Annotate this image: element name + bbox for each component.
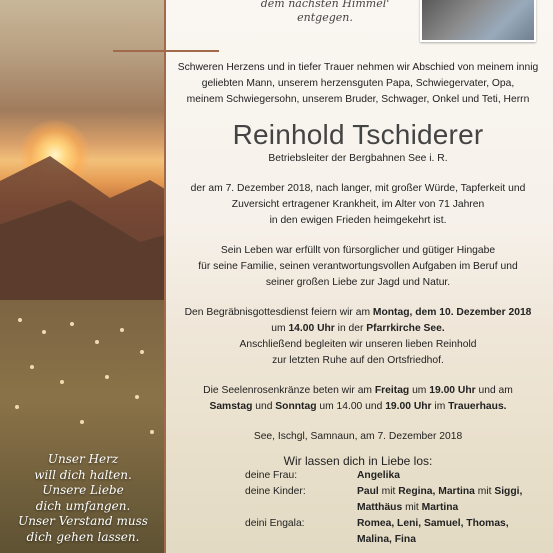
flower-dot — [135, 395, 139, 399]
mourner-name-part: Romea, Leni, Samuel, Thomas, — [357, 518, 509, 529]
deceased-role: Betriebsleiter der Bergbahnen See i. R. — [268, 153, 448, 164]
funeral-text: Den Begräbnisgottesdienst feiern wir am — [184, 307, 373, 318]
mourner-names — [357, 500, 545, 516]
top-quote-line: dem nächsten Himmel' entgegen. — [260, 0, 390, 24]
rosary-day: Sonntag — [275, 401, 317, 412]
mourner-name-part: mit — [378, 486, 399, 497]
poem-line: Unsere Liebe — [42, 483, 124, 497]
mourner-names — [357, 532, 545, 548]
intro-line: meinem Schwiegersohn, unserem Bruder, Schwager, Onkel und Teti, Herrn — [186, 94, 530, 105]
deceased-name: Reinhold Tschiderer — [232, 119, 484, 150]
rosary-text: und am — [475, 385, 513, 396]
mourner-row — [245, 516, 545, 532]
poem-overlay — [0, 452, 166, 545]
flower-dot — [15, 405, 19, 409]
mourner-name-part: Siggi, — [494, 486, 523, 497]
mourner-names — [357, 516, 545, 532]
mourner-names — [357, 484, 545, 500]
rosary-line — [170, 383, 546, 399]
death-line: in den ewigen Frieden heimgekehrt ist. — [269, 215, 447, 226]
rosary-day: Freitag — [374, 385, 410, 396]
flower-dot — [150, 430, 154, 434]
mourner-name-part: Regina, Martina — [398, 486, 475, 497]
mourner-name-part: Angelika — [357, 470, 400, 481]
life-line: für seine Familie, seinen verantwortungsvollen Aufgaben im Beruf und — [198, 261, 518, 272]
cross-horizontal-bar — [113, 50, 219, 52]
mourner-relation — [245, 500, 357, 516]
flower-dot — [105, 375, 109, 379]
mourners-list — [245, 468, 545, 548]
flower-dot — [60, 380, 64, 384]
poem-line: Unser Herz — [47, 452, 119, 466]
rosary-time: 19.00 Uhr — [429, 385, 476, 396]
rosary-time: 19.00 Uhr — [385, 401, 432, 412]
funeral-text: in der — [334, 323, 367, 334]
funeral-line — [170, 321, 546, 337]
funeral-date: Montag, dem 10. Dezember 2018 — [372, 307, 532, 318]
mourner-relation — [245, 532, 357, 548]
mourner-row — [245, 500, 545, 516]
intro-line: Schweren Herzens und in tiefer Trauer nehmen wir Abschied von meinem innig — [177, 62, 539, 73]
mourner-name-part: Martina — [421, 502, 459, 513]
poem-line: will dich halten. — [34, 467, 132, 482]
life-line: Sein Leben war erfüllt von fürsorglicher und gütiger Hingabe — [220, 245, 496, 256]
flower-dot — [70, 322, 74, 326]
rosary-text: im — [431, 401, 449, 412]
rosary-text: Die Seelenrosenkränze beten wir am — [203, 385, 375, 396]
mourner-relation: deine Frau: — [245, 470, 298, 481]
mourner-row — [245, 484, 545, 500]
mourner-names — [357, 468, 545, 484]
rosary-line — [170, 399, 546, 415]
rosary-text: und — [252, 401, 276, 412]
rosary-day: Samstag — [209, 401, 253, 412]
portrait-photo — [420, 0, 536, 42]
mourner-name-part: Malina, Fina — [357, 534, 416, 545]
funeral-line — [170, 305, 546, 321]
funeral-line: zur letzten Ruhe auf den Ortsfriedhof. — [272, 355, 444, 366]
flower-dot — [18, 318, 22, 322]
flower-dot — [95, 340, 99, 344]
poem-line: Unser Verstand muss — [18, 514, 148, 528]
mourner-name-part: mit — [402, 502, 422, 513]
poem-line: dich gehen lassen. — [26, 529, 140, 544]
mourner-name-part: mit — [474, 486, 495, 497]
mourner-row — [245, 532, 545, 548]
flower-dot — [42, 330, 46, 334]
mourner-relation: deine Kinder: — [245, 486, 306, 497]
funeral-time: 14.00 Uhr — [288, 323, 335, 334]
flower-dot — [120, 328, 124, 332]
rosary-place: Trauerhaus. — [448, 401, 507, 412]
funeral-church: Pfarrkirche See. — [366, 323, 445, 334]
rosary-text: um — [409, 385, 430, 396]
top-quote-fragment — [240, 0, 410, 25]
life-line: seiner großen Liebe zur Jagd und Natur. — [265, 277, 451, 288]
death-line: der am 7. Dezember 2018, nach langer, mit großer Würde, Tapferkeit und — [190, 183, 526, 194]
funeral-text: um — [271, 323, 289, 334]
funeral-line: Anschließend begleiten wir unseren lieben Reinhold — [239, 339, 477, 350]
poem-line: dich umfangen. — [35, 498, 131, 513]
place-date: See, Ischgl, Samnaun, am 7. Dezember 2018 — [253, 431, 463, 442]
mourner-row — [245, 468, 545, 484]
intro-line: geliebten Mann, unserem herzensguten Papa, Schwiegervater, Opa, — [201, 78, 515, 89]
flower-dot — [30, 365, 34, 369]
obituary-text — [170, 60, 546, 469]
rosary-text: um 14.00 und — [316, 401, 386, 412]
mourner-name-part: Paul — [357, 486, 379, 497]
farewell-line: Wir lassen dich in Liebe los: — [283, 454, 433, 468]
mourner-name-part: Matthäus — [357, 502, 403, 513]
mourner-relation: deini Engala: — [245, 518, 305, 529]
flower-dot — [80, 420, 84, 424]
death-line: Zuversicht ertragener Krankheit, im Alter von 71 Jahren — [231, 199, 485, 210]
flower-dot — [140, 350, 144, 354]
